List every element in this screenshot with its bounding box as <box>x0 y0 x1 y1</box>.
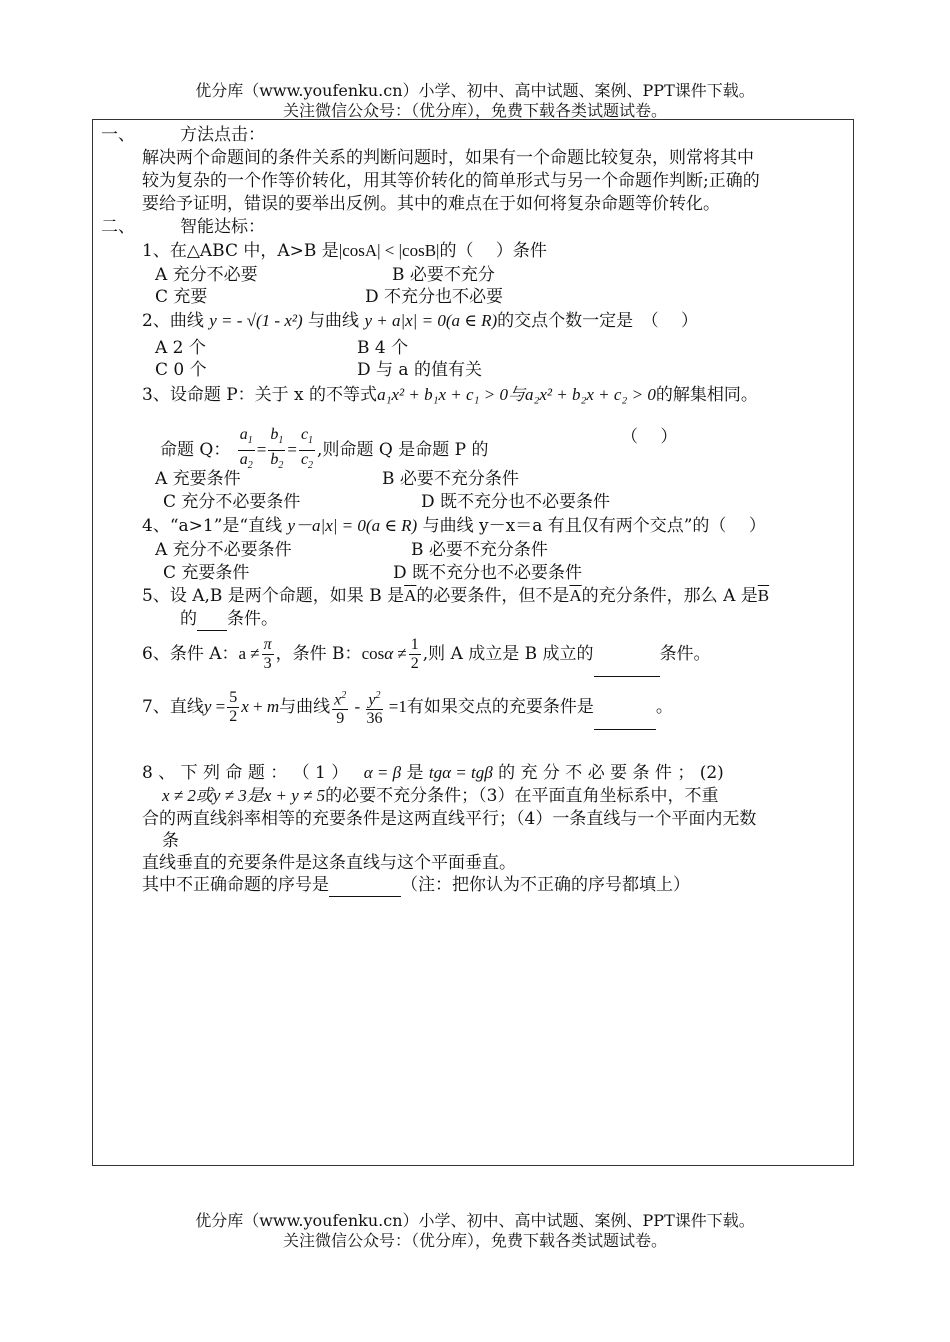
q1-prefix: 1、在△ABC 中，A>B 是 <box>142 241 339 261</box>
q5-part2: 的必要条件，但不是 <box>416 586 570 606</box>
q2-option-c: C 0 个 <box>155 360 207 380</box>
q7-part2: 与曲线 <box>279 697 331 717</box>
fraction-x2-9: $\frac{x^2}{9}$ <box>332 687 348 728</box>
q1-option-a: A 充分不必要 <box>155 265 258 285</box>
q4-option-c: C 充要条件 <box>163 563 250 583</box>
q4-suffix: 与曲线 y－x＝a 有且仅有两个交点”的（ ） <box>422 516 766 536</box>
q5-blank <box>197 608 227 631</box>
q8-line2 <box>162 785 718 807</box>
q5-line2a: 的 <box>180 609 197 629</box>
q7-stem: 7、直线y = $\frac{5}{2}$ x + m与曲线 $\frac{x^2}{9}$ - $\frac{y^2}{36}$ =1有如果交点的充要条件是 。 <box>142 685 673 730</box>
q3-option-d: D 既不充分也不必要条件 <box>421 492 611 512</box>
q8-line2-text: 的必要不充分条件；（3）在平面直角坐标系中，不重 <box>325 786 719 806</box>
q4-math: y－a|x| = 0(a ∈ R) <box>287 516 418 535</box>
q8-line4: 条 <box>162 831 179 851</box>
q8-math2: tgα = tgβ <box>428 763 493 782</box>
q3-q-prefix: 命题 Q： <box>160 440 231 461</box>
q8-line5: 直线垂直的充要条件是这条直线与这个平面垂直。 <box>142 853 516 873</box>
q3-option-a: A 充要条件 <box>155 469 241 489</box>
q8-line1 <box>142 762 724 784</box>
q4-prefix: 4、“a>1”是“直线 <box>142 516 283 536</box>
q2-option-b: B 4 个 <box>357 338 409 358</box>
q6-part2: ，条件 B： <box>275 644 362 664</box>
section1-line3: 要给予证明，错误的要举出反例。其中的难点在于如何将复杂命题等价转化。 <box>142 194 720 214</box>
q8-line6 <box>142 874 690 897</box>
q6-part3: ,则 A 成立是 B 成立的 <box>422 644 594 664</box>
q5-part1: 5、设 A,B 是两个命题，如果 B 是 <box>142 586 405 606</box>
q3-option-b: B 必要不充分条件 <box>382 469 519 489</box>
q3-proposition-q: 命题 Q： $\frac{a_1}{a_2}$ = $\frac{b_1}{b_2}$ = $\frac{c_1}{c_2}$ ,则命题 Q 是命题 P 的 <box>160 426 488 475</box>
q1-math: |cosA| < |cosB| <box>338 241 440 260</box>
q2-math2: y + a|x| = 0(a ∈ R) <box>364 311 498 330</box>
q2-stem <box>142 310 698 332</box>
fraction-5-2: $\frac{5}{2}$ <box>229 689 238 725</box>
q1-option-c: C 充要 <box>155 287 208 307</box>
q2-mid: 与曲线 <box>308 311 360 331</box>
fraction-a1-a2: $\frac{a_1}{a_2}$ <box>239 426 253 472</box>
q3-q-suffix: ,则命题 Q 是命题 P 的 <box>317 440 489 461</box>
fraction-b1-b2: $\frac{b_1}{b_2}$ <box>270 426 284 472</box>
q5-not-a-1: $\overline{A}$ <box>404 586 417 605</box>
q2-option-a: A 2 个 <box>155 338 206 358</box>
q5-not-b: $\overline{B}$ <box>757 586 770 605</box>
q5-not-a-2: $\overline{A}$ <box>569 586 582 605</box>
header-line1: 优分库（www.youfenku.cn）小学、初中、高中试题、案例、PPT课件下载。 <box>195 81 755 100</box>
q5-line2b: 条件。 <box>227 609 278 629</box>
footer-line1: 优分库（www.youfenku.cn）小学、初中、高中试题、案例、PPT课件下载。 <box>195 1211 755 1230</box>
q7-blank <box>594 685 656 730</box>
section1-line1: 解决两个命题间的条件关系的判断问题时，如果有一个命题比较复杂，则常将其中 <box>142 148 754 168</box>
section1-title: 方法点击： <box>180 125 265 145</box>
q6-stem: 6、条件 A：a ≠ $\frac{\pi}{3}$ ，条件 B：cosα ≠ $\frac{1}{2}$ ,则 A 成立是 B 成立的 条件。 <box>142 632 711 677</box>
q8-blank <box>329 874 401 897</box>
q8-line1c: 的 充 分 不 必 要 条 件 ； (2) <box>498 763 724 783</box>
footer-line2: 关注微信公众号：（优分库），免费下载各类试题试卷。 <box>282 1231 667 1250</box>
q2-prefix: 2、曲线 <box>142 311 204 331</box>
q3-paren: （ ） <box>621 427 678 447</box>
q2-option-d: D 与 a 的值有关 <box>357 360 482 380</box>
q4-option-b: B 必要不充分条件 <box>411 540 548 560</box>
q8-line6a: 其中不正确命题的序号是 <box>142 875 329 895</box>
header-line2: 关注微信公众号：（优分库），免费下载各类试题试卷。 <box>282 101 667 120</box>
q8-line6b: （注：把你认为不正确的序号都填上） <box>401 875 690 895</box>
section2-title: 智能达标： <box>180 217 265 237</box>
q1-suffix: 的（ ）条件 <box>439 241 547 261</box>
q8-line3: 合的两直线斜率相等的充要条件是这两直线平行；（4）一条直线与一个平面内无数 <box>142 809 757 829</box>
q3-math: a₁x² + b₁x + c₁ > 0与a₂x² + b₂x + c₂ > 0 <box>377 385 656 404</box>
q2-math1: y = - √(1 - x²) <box>209 311 303 330</box>
q4-option-a: A 充分不必要条件 <box>155 540 292 560</box>
q8-line1b: 是 <box>406 763 424 783</box>
section2-number: 二、 <box>101 217 135 237</box>
fraction-c1-c2: $\frac{c_1}{c_2}$ <box>300 426 314 472</box>
q3-option-c: C 充分不必要条件 <box>163 492 301 512</box>
q6-part1: 6、条件 A： <box>142 644 239 664</box>
fraction-y2-36: $\frac{y^2}{36}$ <box>366 687 382 728</box>
q1-option-b: B 必要不充分 <box>392 265 495 285</box>
fraction-1-2: $\frac{1}{2}$ <box>410 636 419 672</box>
section1-line2: 较为复杂的一个作等价转化，用其等价转化的简单形式与另一个命题作判断;正确的 <box>142 171 760 191</box>
q8-line1a: 8 、 下 列 命 题 ： （ 1 ） <box>142 763 349 783</box>
q4-option-d: D 既不充分也不必要条件 <box>393 563 583 583</box>
fraction-pi-3: $\frac{\pi}{3}$ <box>263 636 272 672</box>
q5-stem-line2 <box>180 608 278 631</box>
q6-part4: 条件。 <box>659 644 711 664</box>
q3-prefix: 3、设命题 P：关于 x 的不等式 <box>142 385 378 405</box>
q4-stem <box>142 515 766 537</box>
q8-math3: x ≠ 2或y ≠ 3是x + y ≠ 5 <box>162 786 326 805</box>
q7-part3: 有如果交点的充要条件是 <box>406 697 594 717</box>
q5-part3: 的充分条件，那么 A 是 <box>581 586 758 606</box>
section1-number: 一、 <box>101 125 135 145</box>
q1-option-d: D 不充分也不必要 <box>365 287 504 307</box>
q5-stem-line1 <box>142 585 769 607</box>
q8-math1: α = β <box>363 763 402 782</box>
q7-part1: 7、直线 <box>142 697 204 717</box>
q2-suffix: 的交点个数一定是 （ ） <box>497 311 699 331</box>
q1-stem <box>142 240 547 262</box>
q3-stem <box>142 384 758 406</box>
q3-suffix: 的解集相同。 <box>655 385 758 405</box>
q6-blank <box>594 632 660 677</box>
q7-part4: 。 <box>655 697 673 717</box>
